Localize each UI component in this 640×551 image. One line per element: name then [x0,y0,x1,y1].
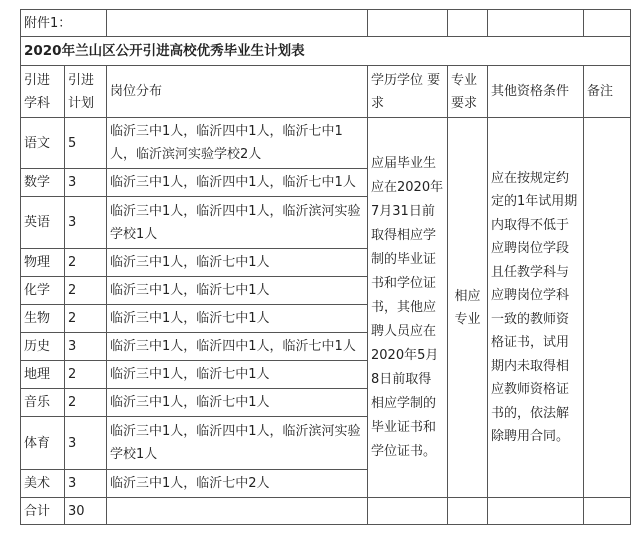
subject-cell: 化学 [21,277,65,305]
plan-cell: 2 [65,277,107,305]
header-education: 学历学位 要求 [368,66,448,118]
subject-cell: 美术 [21,470,65,498]
subject-cell: 体育 [21,417,65,470]
subject-cell: 音乐 [21,389,65,417]
recruitment-plan-table [20,9,631,525]
total-row [21,498,631,525]
empty-cell [584,10,631,37]
subject-cell: 历史 [21,333,65,361]
empty-cell [368,10,448,37]
header-major: 专业要求 [448,66,488,118]
attachment-label: 附件1： [21,10,107,37]
positions-cell: 临沂三中1人，临沂七中1人 [107,389,368,417]
plan-cell: 3 [65,169,107,197]
header-remark: 备注 [584,66,631,118]
table-row [21,118,631,169]
subject-cell: 物理 [21,249,65,277]
plan-cell: 3 [65,470,107,498]
header-subject: 引进学科 [21,66,65,118]
plan-cell: 2 [65,361,107,389]
empty-cell [584,498,631,525]
positions-cell: 临沂三中1人，临沂七中2人 [107,470,368,498]
total-value: 30 [65,498,107,525]
positions-cell: 临沂三中1人，临沂四中1人，临沂滨河实验学校1人 [107,197,368,249]
plan-cell: 5 [65,118,107,169]
empty-cell [107,10,368,37]
subject-cell: 数学 [21,169,65,197]
plan-cell: 2 [65,389,107,417]
title-row [21,37,631,66]
plan-cell: 3 [65,333,107,361]
plan-cell: 3 [65,417,107,470]
positions-cell: 临沂三中1人，临沂四中1人，临沂七中1人 [107,333,368,361]
plan-cell: 3 [65,197,107,249]
header-other: 其他资格条件 [488,66,584,118]
plan-cell: 2 [65,249,107,277]
positions-cell: 临沂三中1人，临沂四中1人，临沂滨河实验学校1人 [107,417,368,470]
header-plan: 引进计划 [65,66,107,118]
subject-cell: 地理 [21,361,65,389]
positions-cell: 临沂三中1人，临沂四中1人，临沂七中1人，临沂滨河实验学校2人 [107,118,368,169]
positions-cell: 临沂三中1人，临沂四中1人，临沂七中1人 [107,169,368,197]
subject-cell: 语文 [21,118,65,169]
positions-cell: 临沂三中1人，临沂七中1人 [107,277,368,305]
remark-cell [584,118,631,498]
subject-cell: 英语 [21,197,65,249]
empty-cell [448,10,488,37]
header-row [21,66,631,118]
other-requirement-cell: 应在按规定约定的1年试用期内取得不低于应聘岗位学段且任教学科与应聘岗位学科一致的教师资格证书，试用期内未取得相应教师资格证书的，依法解除聘用合同。 [488,118,584,498]
major-requirement-cell: 相应专业 [448,118,488,498]
empty-cell [488,498,584,525]
attachment-row [21,10,631,37]
header-positions: 岗位分布 [107,66,368,118]
empty-cell [368,498,448,525]
total-label: 合计 [21,498,65,525]
subject-cell: 生物 [21,305,65,333]
positions-cell: 临沂三中1人，临沂七中1人 [107,249,368,277]
empty-cell [107,498,368,525]
education-requirement-cell: 应届毕业生应在2020年7月31日前取得相应学制的毕业证书和学位证书，其他应聘人员应在2020年5月8日前取得相应学制的毕业证书和学位证书。 [368,118,448,498]
plan-cell: 2 [65,305,107,333]
positions-cell: 临沂三中1人，临沂七中1人 [107,305,368,333]
empty-cell [448,498,488,525]
table-title: 2020年兰山区公开引进高校优秀毕业生计划表 [21,37,631,66]
positions-cell: 临沂三中1人，临沂七中1人 [107,361,368,389]
empty-cell [488,10,584,37]
